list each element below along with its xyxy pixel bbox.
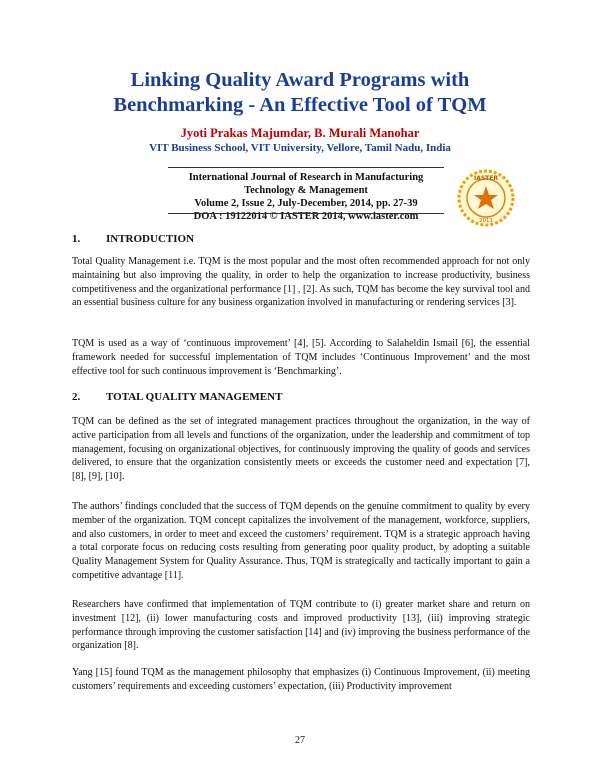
journal-volume: Volume 2, Issue 2, July-December, 2014, pp. 27-39 (194, 198, 418, 209)
page-number: 27 (295, 735, 305, 746)
title-line-1: Linking Quality Award Programs with (130, 69, 470, 91)
paper-title (60, 68, 540, 118)
paragraph: Researchers have confirmed that implementation of TQM contribute to (i) greater market share and return on investment [12], (ii) lower manufacturing costs and improved productivity [13], (iii) improving strategic performance through improving the customer satisfaction [14] and (iv) improving the business performance of the organization [8]. (72, 599, 530, 652)
paragraph: The authors’ findings concluded that the success of TQM depends on the genuine commitment to quality by every member of the organization. TQM concept capitalizes the involvement of the management, workforce, suppliers, and also customers, in order to meet and exceed the customers’ requirement. TQM is a strategic approach having a total corporate focus on reducing costs resulting from generating poor quality product, by adopting a suitable Quality Management System for Quality Assurance. Thus, TQM is strategically and tactically important to gain a competitive advantage [11]. (72, 501, 530, 581)
logo-text-bottom: 2011 (479, 218, 493, 224)
paragraph: Yang [15] found TQM as the management philosophy that emphasizes (i) Continuous Improvement, (ii) meeting customers’ requirements and exceeding customers’ expectation, (iii) Productivity improvement (72, 667, 530, 692)
logo-text-top: IASTER (473, 175, 499, 182)
header-rule-bottom (168, 213, 444, 214)
section-title: TOTAL QUALITY MANAGEMENT (106, 391, 283, 403)
header-rule-top (168, 167, 444, 168)
iaster-seal-logo (456, 168, 516, 228)
section-title: INTRODUCTION (106, 233, 195, 245)
journal-info (168, 171, 444, 223)
journal-doa: DOA : 19122014 © IASTER 2014, www.iaster.com (193, 211, 419, 222)
title-line-2: Benchmarking - An Effective Tool of TQM (113, 94, 487, 116)
affiliation: VIT Business School, VIT University, Vellore, Tamil Nadu, India (149, 142, 451, 154)
section-heading-tqm (72, 391, 282, 403)
paragraph: TQM is used as a way of ‘continuous improvement’ [4], [5]. According to Salaheldin Ismail [6], the essential framework needed for successful implementation of TQM includes ‘Continuous Improvement’ and the most effective tool for such continuous improvement is ‘Benchmarking’. (72, 338, 530, 377)
journal-name: International Journal of Research in Manufacturing Technology & Management (188, 172, 424, 196)
section-heading-introduction (72, 233, 194, 245)
section-number: 1. (72, 233, 81, 245)
paragraph: TQM can be defined as the set of integrated management practices throughout the organization, in the way of active participation from all levels and functions of the organization, under the leadership and commitment of top management, focusing on organizational objectives, for continuously improving the quality of goods and services delivered, to ensure that the organization consistently meets or exceeds the customer need and expectation [7], [8], [9], [10]. (72, 416, 530, 483)
authors: Jyoti Prakas Majumdar, B. Murali Manohar (180, 126, 420, 140)
section-number: 2. (72, 391, 81, 403)
paragraph: Total Quality Management i.e. TQM is the most popular and the most often recommended approach for not only maintaining but also improving the quality, in order to help the organization to increase productivity, business competitiveness and the organizational performance [1] , [2]. As such, TQM has become the key survival tool and an essential business culture for any business organization involved in manufacturing or rendering services [3]. (72, 256, 530, 309)
